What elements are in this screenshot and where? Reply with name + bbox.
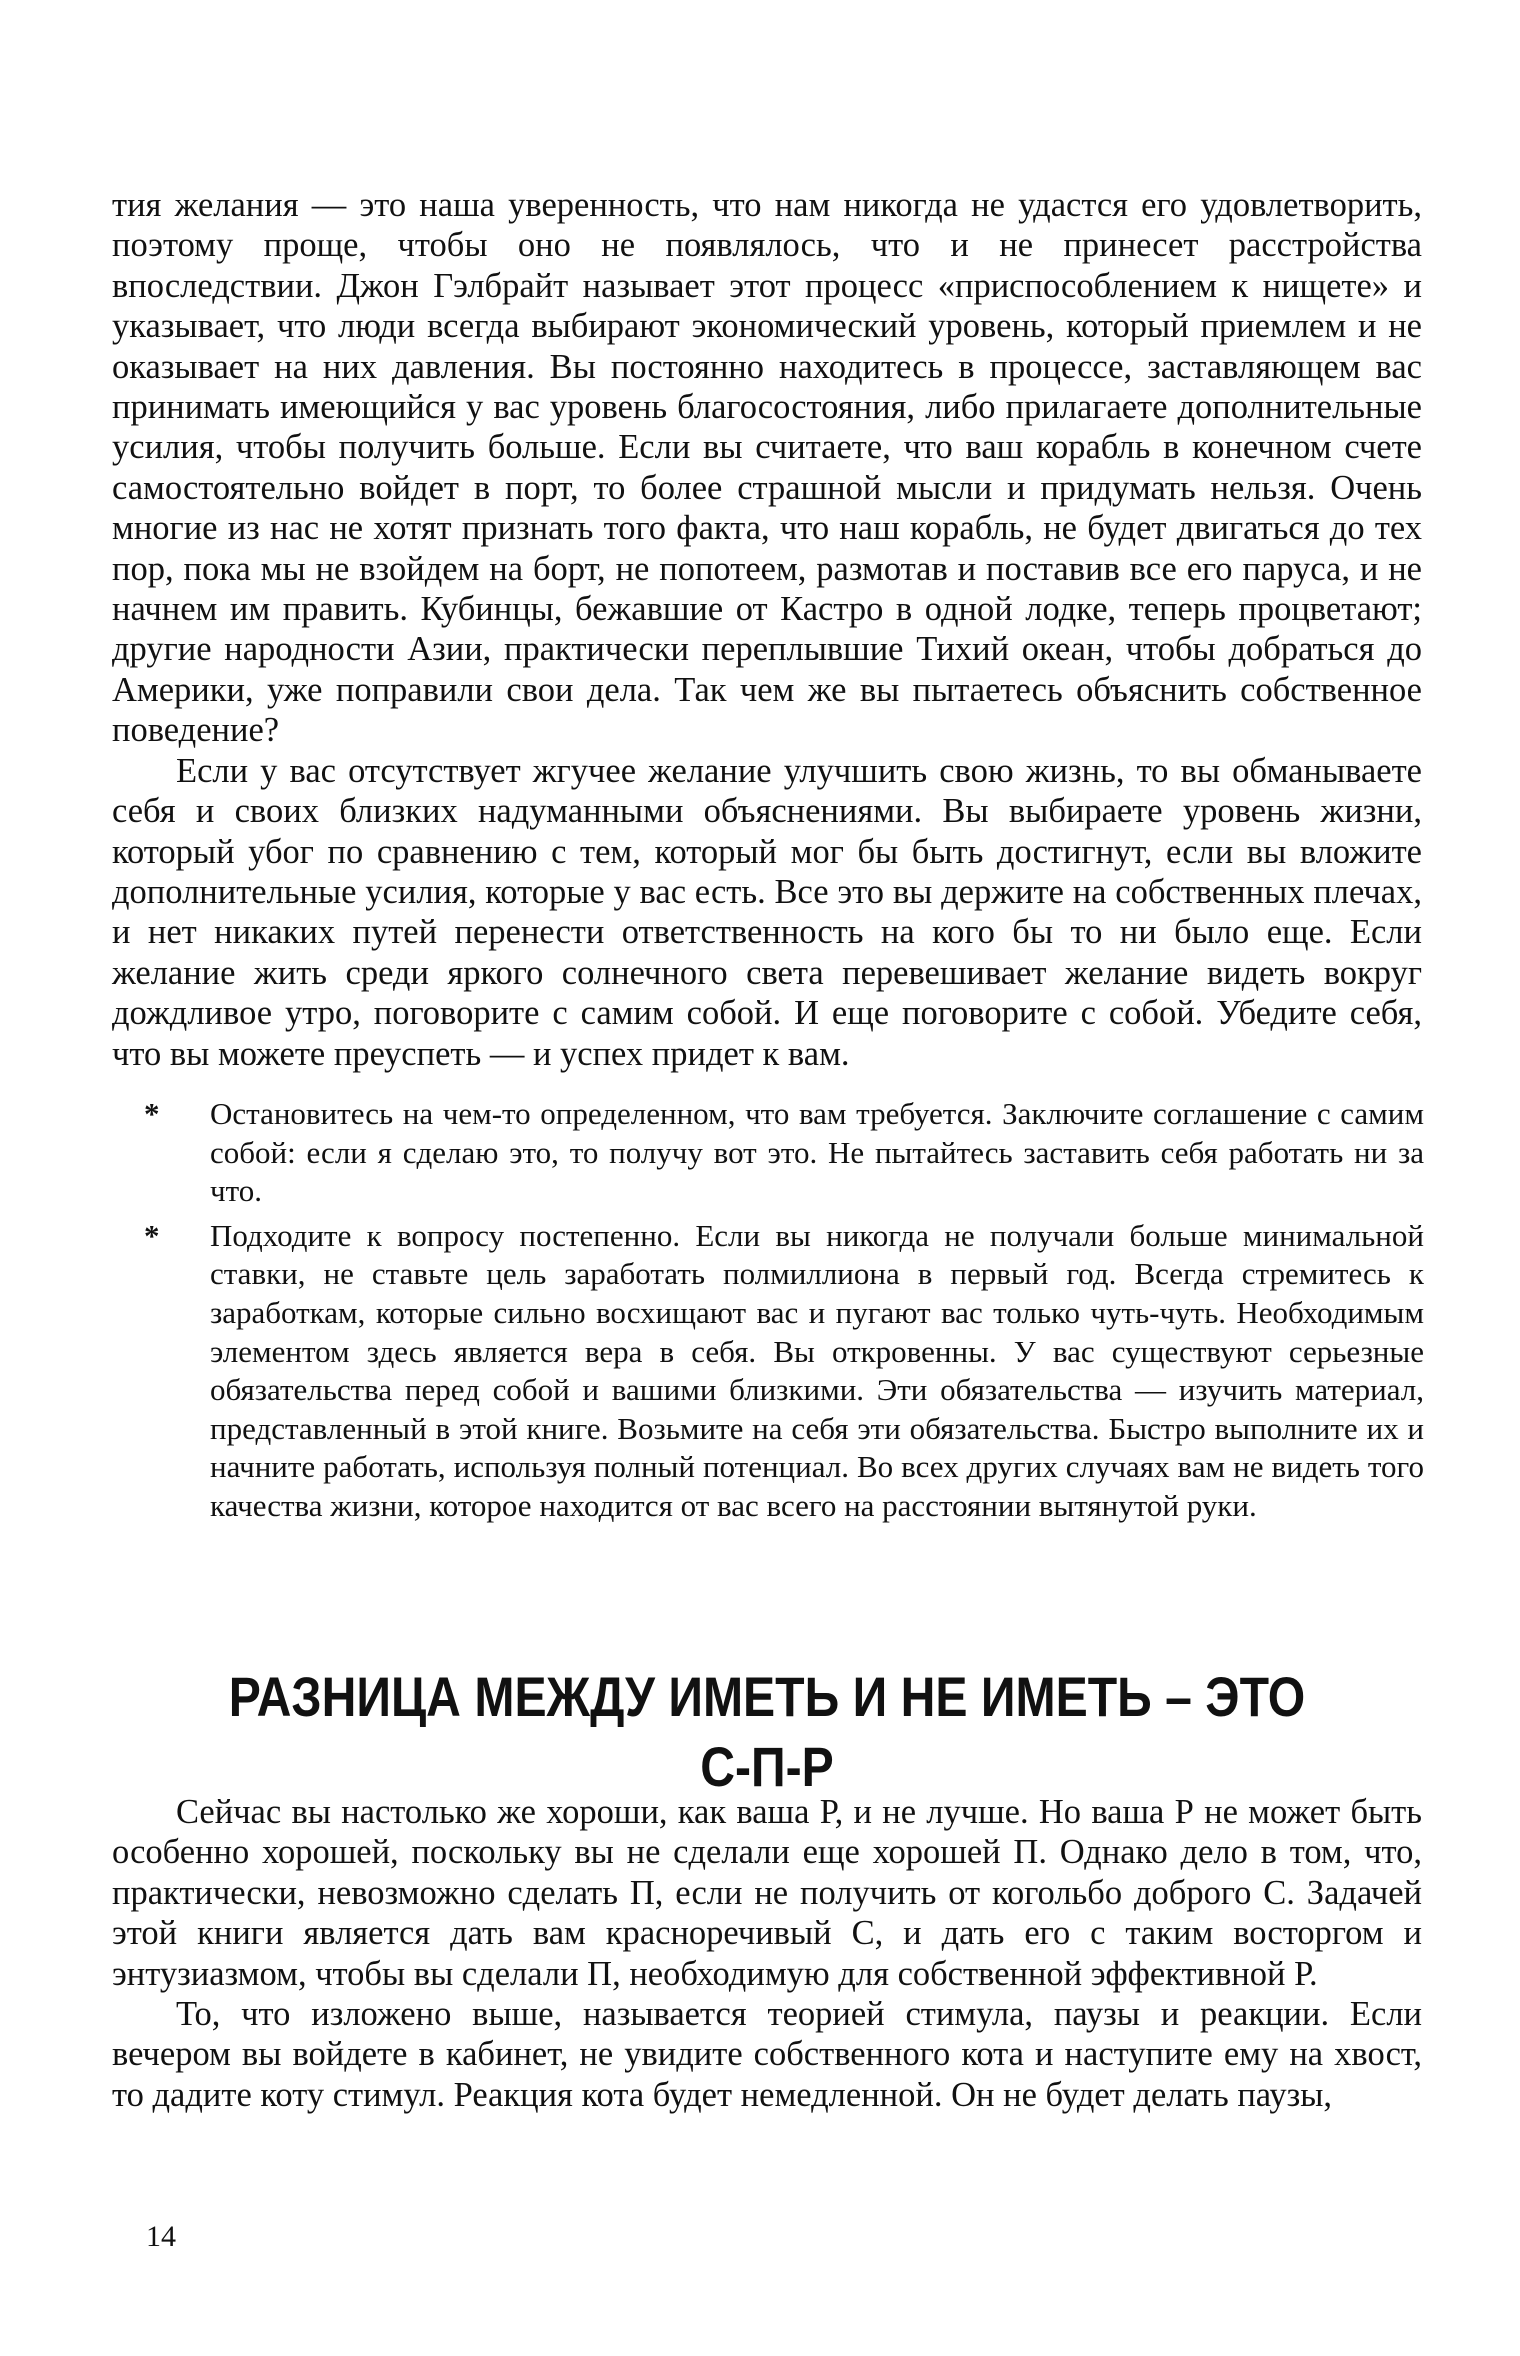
bullet-item — [112, 1217, 1424, 1526]
section-heading: РАЗНИЦА МЕЖДУ ИМЕТЬ И НЕ ИМЕТЬ – ЭТО С-П-Р — [228, 1665, 1306, 1798]
asterisk-bullet-icon: * — [144, 1096, 160, 1131]
body-text-top — [112, 185, 1422, 1074]
bullet-list — [112, 1095, 1424, 1532]
asterisk-bullet-icon: * — [144, 1217, 160, 1253]
bullet-text: Остановитесь на чем-то определенном, что вам требуется. Заключите соглашение с самим собой: если я сделаю это, то получу вот это. Не пытайтесь заставить себя работать ни за что. — [210, 1096, 1424, 1209]
paragraph-desire: Если у вас отсутствует жгучее желание улучшить свою жизнь, то вы обманываете себя и своих близких надуманными объяснениями. Вы выбираете уровень жизни, который убог по сравнению с тем, который мог бы быть достигнут, если вы вложите дополнительные усилия, которые у вас есть. Все это вы держите на собственных плечах, и нет никаких путей перенести ответственность на кого бы то ни было еще. Если желание жить среди яркого солнечного света перевешивает желание видеть вокруг дождливое утро, поговорите с самим собой. И еще поговорите с собой. Убедите себя, что вы можете преуспеть — и успех придет к вам. — [112, 751, 1422, 1073]
paragraph-spr: Сейчас вы настолько же хороши, как ваша Р, и не лучше. Но ваша Р не может быть особенно хорошей, поскольку вы не сделали еще хорошей П. Однако дело в том, что, практически, невозможно сделать П, если не получить от когольбо доброго С. Задачей этой книги является дать вам красноречивый С, и дать его с таким восторгом и энтузиазмом, чтобы вы сделали П, необходимую для собственной эффективной Р. — [112, 1793, 1422, 1993]
bullet-item — [112, 1095, 1424, 1211]
paragraph-continuation: тия желания — это наша уверенность, что нам никогда не удастся его удовлетворить, поэтому проще, чтобы оно не появлялось, что и не принесет расстройства впоследствии. Джон Гэлбрайт называет этот процесс «приспособлением к нищете» и указывает, что люди всегда выбирают экономический уровень, который приемлем и не оказывает на них давления. Вы постоянно находитесь в процессе, заставляющем вас принимать имеющийся у вас уровень благосостояния, либо прилагаете дополнительные усилия, чтобы получить больше. Если вы считаете, что ваш корабль в конечном счете самостоятельно войдет в порт, то более страшной мысли и придумать нельзя. Очень многие из нас не хотят признать того факта, что наш корабль, не будет двигаться до тех пор, пока мы не взойдем на борт, не попотеем, размотав и поставив все его паруса, и не начнем им править. Кубинцы, бежавшие от Кастро в одной лодке, теперь процветают; другие народности Азии, практически переплывшие Тихий океан, чтобы добраться до Америки, уже поправили свои дела. Так чем же вы пытаетесь объяснить собственное поведение? — [112, 186, 1422, 750]
page-number: 14 — [146, 2220, 176, 2253]
paragraph-theory: То, что изложено выше, называется теорией стимула, паузы и реакции. Если вечером вы войдете в кабинет, не увидите собственного кота и наступите ему на хвост, то дадите коту стимул. Реакция кота будет немедленной. Он не будет делать паузы, — [112, 1995, 1422, 2114]
body-text-bottom — [112, 1792, 1422, 2115]
bullet-text: Подходите к вопросу постепенно. Если вы никогда не получали больше минимальной ставки, не ставьте цель заработать полмиллиона в первый год. Всегда стремитесь к заработкам, которые сильно восхищают вас и пугают вас только чуть-чуть. Необходимым элементом здесь является вера в себя. Вы откровенны. У вас существуют серьезные обязательства перед собой и вашими близкими. Эти обязательства — изучить материал, представленный в этой книге. Возьмите на себя эти обязательства. Быстро выполните их и начните работать, используя полный потенциал. Во всех других случаях вам не видеть того качества жизни, которое находится от вас всего на расстоянии вытянутой руки. — [210, 1217, 1424, 1523]
